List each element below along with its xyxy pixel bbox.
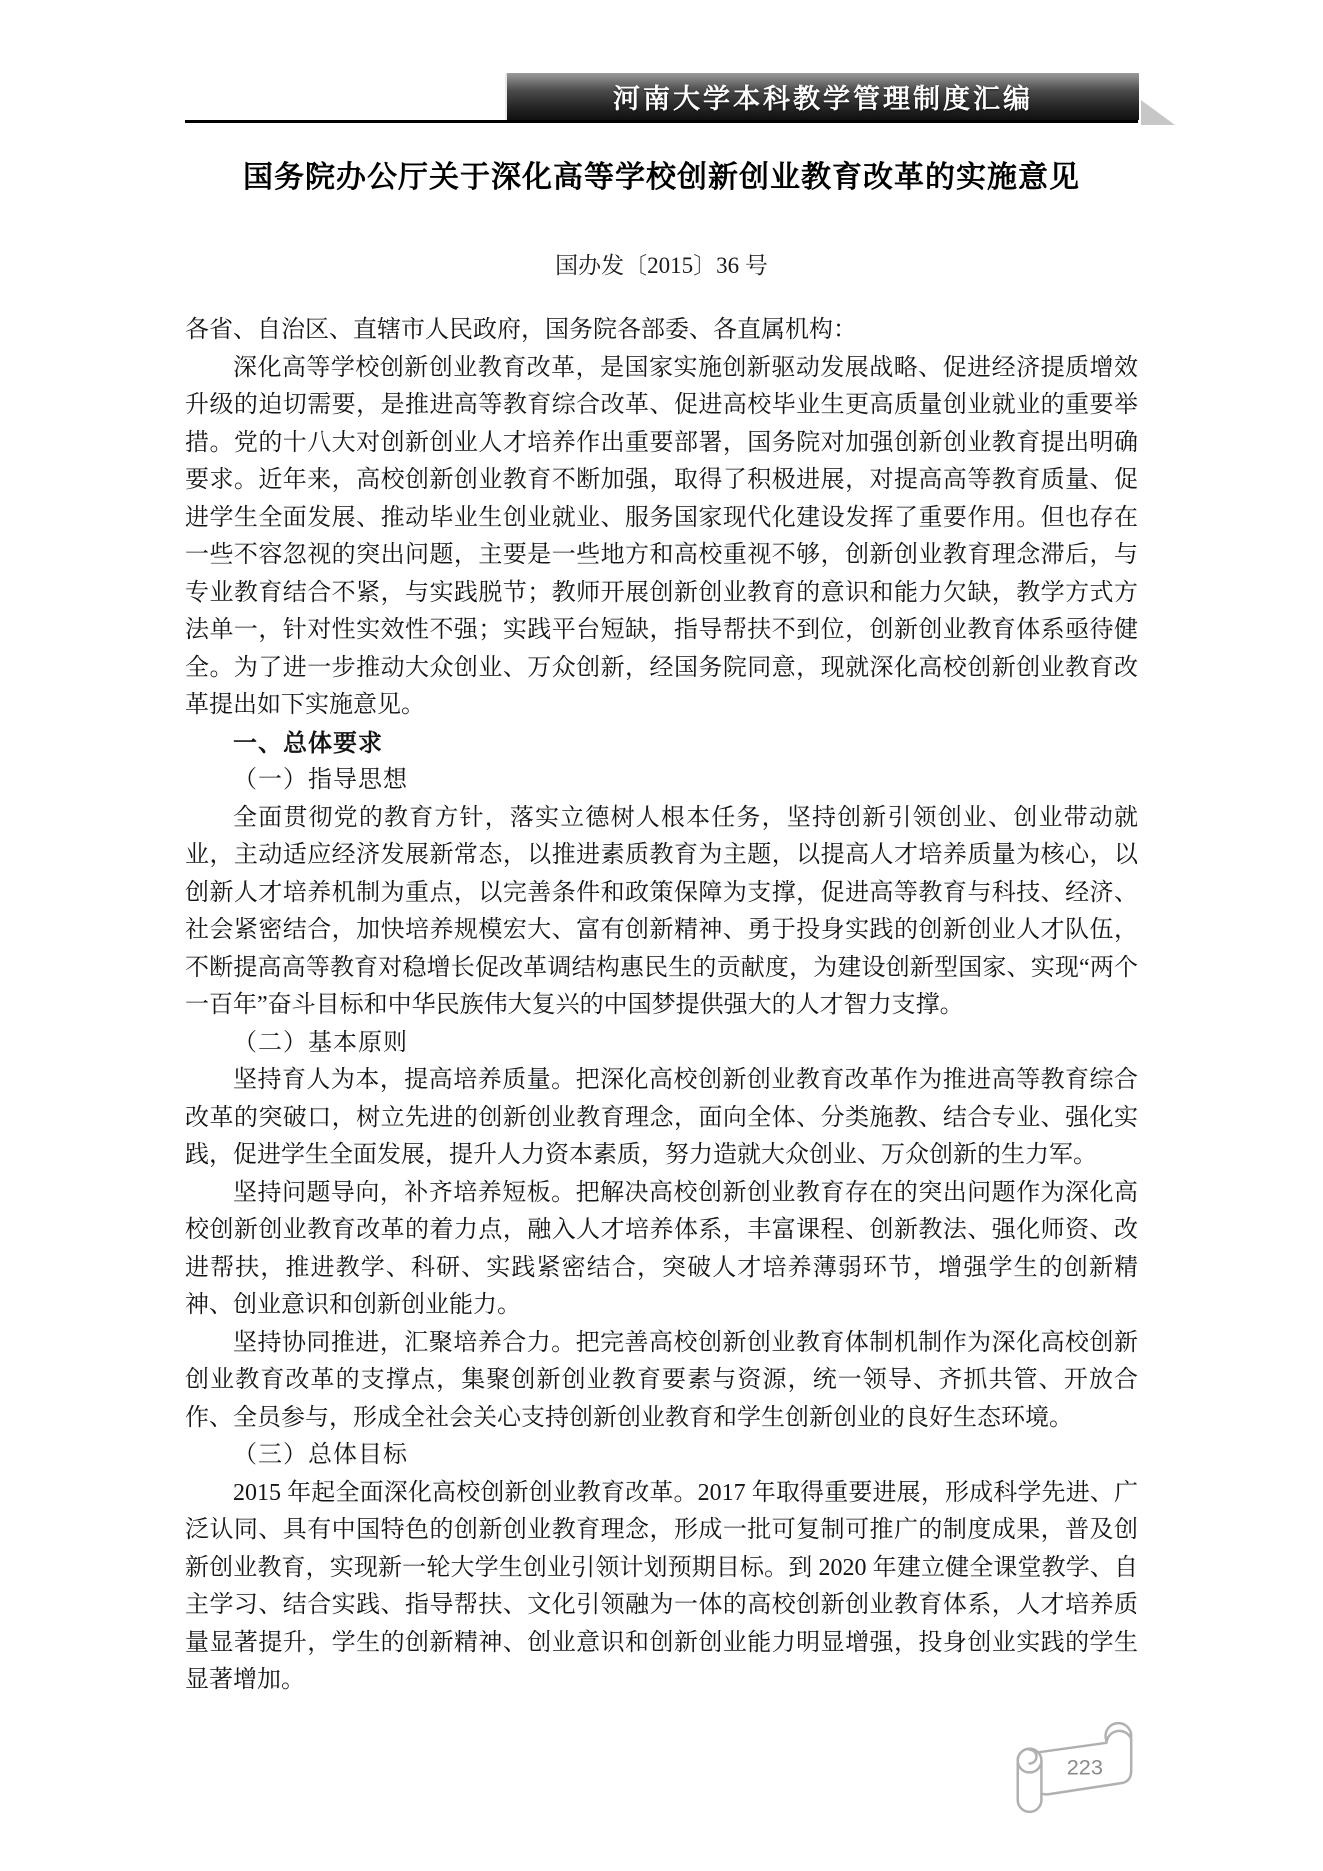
paragraph-guiding: 全面贯彻党的教育方针，落实立德树人根本任务，坚持创新引领创业、创业带动就业，主动适应经济发展新常态，以推进素质教育为主题，以提高人才培养质量为核心，以创新人才培养机制为重点，以完善条件和政策保障为支撑，促进高等教育与科技、经济、社会紧密结合，加快培养规模宏大、富有创新精神、勇于投身实践的创新创业人才队伍，不断提高高等教育对稳增长促改革调结构惠民生的贡献度，为建设创新型国家、实现“两个一百年”奋斗目标和中华民族伟大复兴的中国梦提供强大的人才智力支撑。	[185, 804, 1138, 1018]
sub-heading-1-1: （一）指导思想	[233, 767, 408, 793]
paragraph-principle-2: 坚持问题导向，补齐培养短板。把解决高校创新创业教育存在的突出问题作为深化高校创新创业教育改革的着力点，融入人才培养体系，丰富课程、创新教法、强化师资、改进帮扶，推进教学、科研、实践紧密结合，突破人才培养薄弱环节，增强学生的创新精神、创业意识和创新创业能力。	[185, 1179, 1138, 1318]
paragraph-principle-3: 坚持协同推进，汇聚培养合力。把完善高校创新创业教育体制机制作为深化高校创新创业教育改革的支撑点，集聚创新创业教育要素与资源，统一领导、齐抓共管、开放合作、全员参与，形成全社会关心支持创新创业教育和学生创新创业的良好生态环境。	[185, 1329, 1138, 1431]
header-arrow-decoration	[1141, 100, 1175, 125]
header-rule	[185, 120, 1138, 123]
document-title: 国务院办公厅关于深化高等学校创新创业教育改革的实施意见	[243, 161, 1080, 194]
document-body	[185, 312, 1138, 1700]
paragraph-intro: 深化高等学校创新创业教育改革，是国家实施创新驱动发展战略、促进经济提质增效升级的迫切需要，是推进高等教育综合改革、促进高校毕业生更高质量创业就业的重要举措。党的十八大对创新创业人才培养作出重要部署，国务院对加强创新创业教育提出明确要求。近年来，高校创新创业教育不断加强，取得了积极进展，对提高高等教育质量、促进学生全面发展、推动毕业生创业就业、服务国家现代化建设发挥了重要作用。但也存在一些不容忽视的突出问题，主要是一些地方和高校重视不够，创新创业教育理念滞后，与专业教育结合不紧，与实践脱节；教师开展创新创业教育的意识和能力欠缺，教学方式方法单一，针对性实效性不强；实践平台短缺，指导帮扶不到位，创新创业教育体系亟待健全。为了进一步推动大众创业、万众创新，经国务院同意，现就深化高校创新创业教育改革提出如下实施意见。	[185, 354, 1138, 718]
paragraph-principle-1: 坚持育人为本，提高培养质量。把深化高校创新创业教育改革作为推进高等教育综合改革的突破口，树立先进的创新创业教育理念，面向全体、分类施教、结合专业、强化实践，促进学生全面发展，提升人力资本素质，努力造就大众创业、万众创新的生力军。	[185, 1067, 1138, 1168]
page-number: 223	[1066, 1754, 1103, 1780]
section-heading-1: 一、总体要求	[233, 729, 383, 757]
paragraph-goals: 2015 年起全面深化高校创新创业教育改革。2017 年取得重要进展，形成科学先进、广泛认同、具有中国特色的创新创业教育理念，形成一批可复制可推广的制度成果，普及创新创业教育，实现新一轮大学生创业引领计划预期目标。到 2020 年建立健全课堂教学、自主学习、结合实践、指导帮扶、文化引领融为一体的高校创新创业教育体系，人才培养质量显著提升，学生的创新精神、创业意识和创新创业能力明显增强，投身创业实践的学生显著增加。	[185, 1479, 1138, 1693]
header-banner-title: 河南大学本科教学管理制度汇编	[613, 84, 1033, 114]
salutation: 各省、自治区、直辖市人民政府，国务院各部委、各直属机构：	[185, 317, 857, 343]
page-number-scroll-icon	[998, 1708, 1146, 1824]
document-number: 国办发〔2015〕36 号	[555, 253, 768, 278]
sub-heading-1-3: （三）总体目标	[233, 1442, 408, 1468]
header-banner	[505, 73, 1139, 120]
sub-heading-1-2: （二）基本原则	[233, 1029, 408, 1056]
